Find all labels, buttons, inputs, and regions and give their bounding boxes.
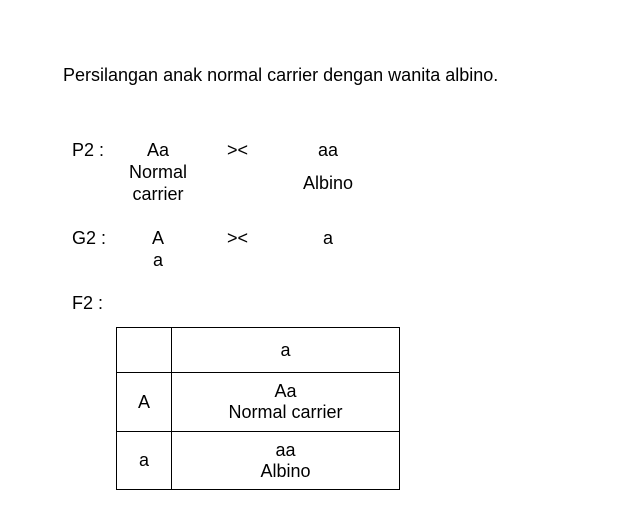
table-corner-cell xyxy=(117,328,172,373)
g2-left-gamete-2: a xyxy=(152,250,163,270)
p2-left-parent xyxy=(118,139,198,205)
row-gamete: a xyxy=(117,432,172,490)
p2-cross-symbol: >< xyxy=(227,140,249,160)
table-row xyxy=(117,432,400,490)
p2-right-genotype: aa xyxy=(317,140,339,160)
g2-right-gametes xyxy=(288,227,368,249)
f2-label: F2 : xyxy=(72,293,104,313)
offspring-phenotype: Albino xyxy=(260,460,311,481)
table-row xyxy=(117,373,400,432)
punnett-square xyxy=(116,327,400,490)
table-header-row xyxy=(117,328,400,373)
p2-right-phenotype: Albino xyxy=(302,173,354,193)
offspring-phenotype: Normal carrier xyxy=(228,402,343,422)
offspring-cell xyxy=(172,432,400,490)
table-header-gamete: a xyxy=(172,328,400,373)
g2-label: G2 : xyxy=(72,228,107,248)
offspring-cell xyxy=(172,373,400,432)
g2-cross-symbol: >< xyxy=(227,228,249,248)
document-title: Persilangan anak normal carrier dengan wanita albino. xyxy=(63,65,499,85)
g2-left-gamete-1: A xyxy=(151,228,164,248)
row-gamete: A xyxy=(117,373,172,432)
p2-left-genotype: Aa xyxy=(146,140,170,160)
p2-left-phenotype-line1: Normal xyxy=(128,162,187,182)
g2-left-gametes xyxy=(118,227,198,271)
p2-label: P2 : xyxy=(72,140,105,160)
p2-left-phenotype-line2: carrier xyxy=(132,184,184,204)
p2-right-parent xyxy=(288,139,368,194)
offspring-genotype: aa xyxy=(275,439,296,460)
offspring-genotype: Aa xyxy=(274,381,297,401)
g2-right-gamete-1: a xyxy=(322,228,333,248)
